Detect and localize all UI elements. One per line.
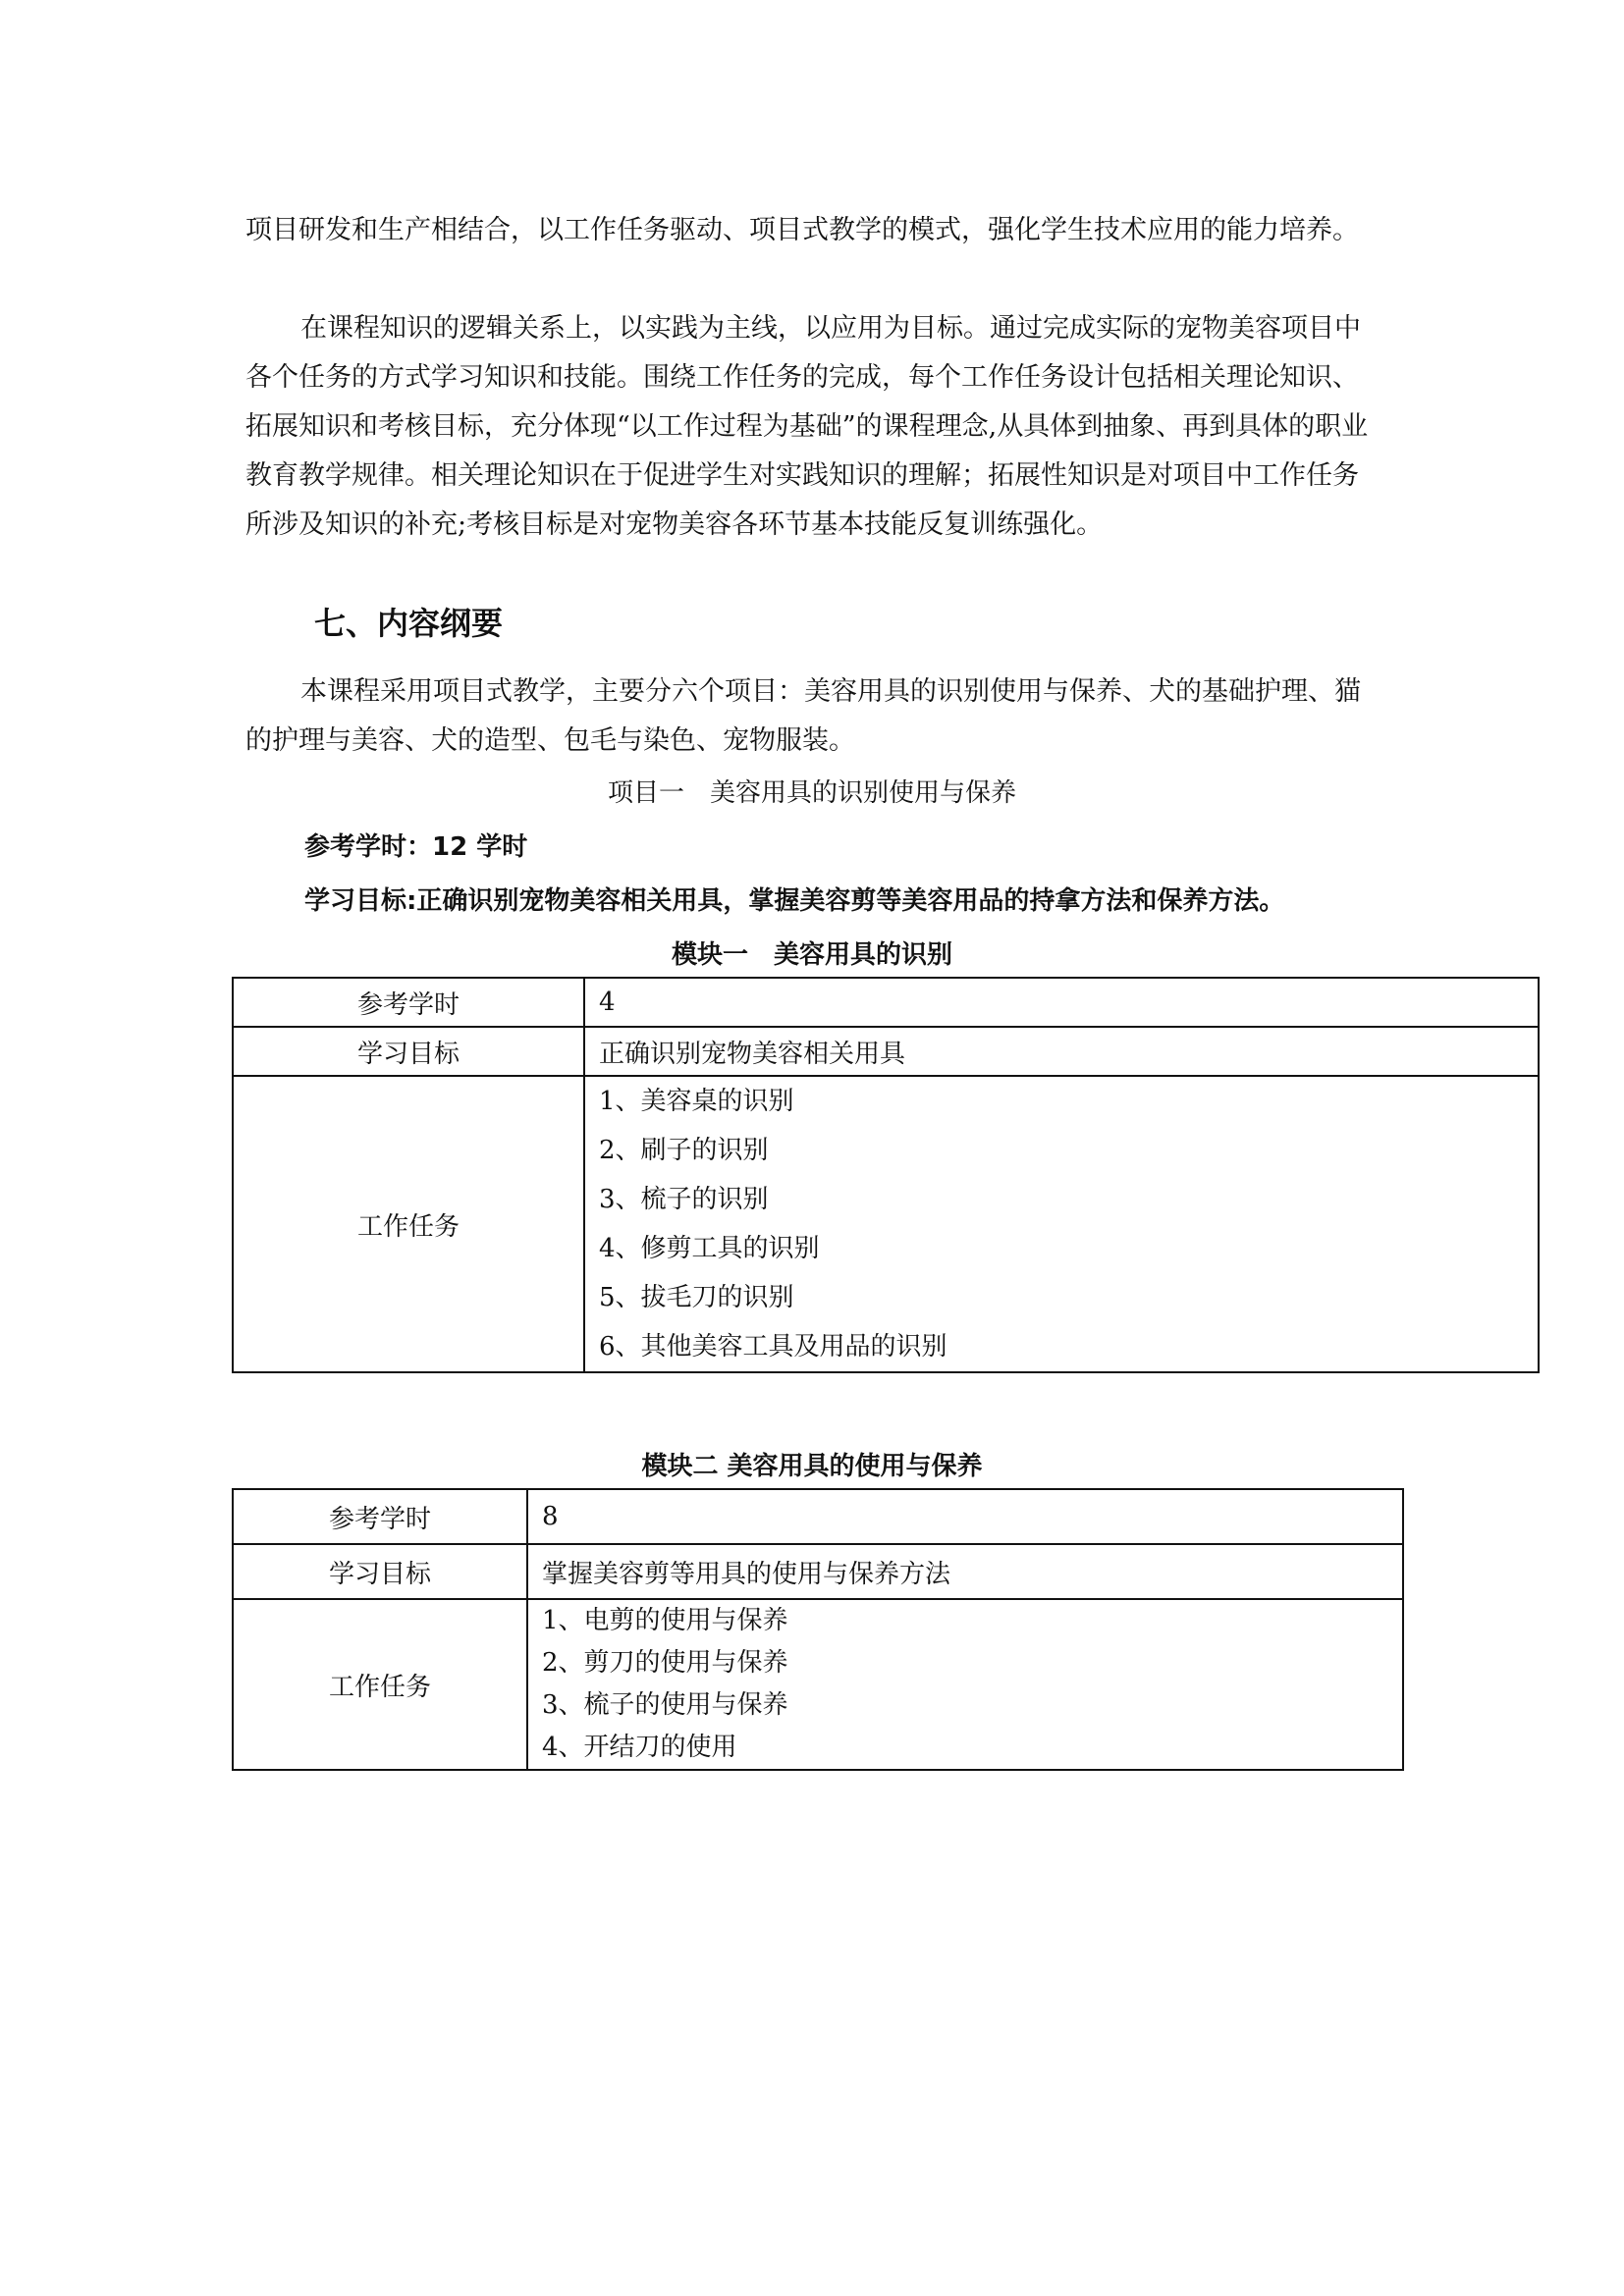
module1-tasks-cell: [584, 1076, 1539, 1372]
table-row: [233, 1599, 1403, 1770]
paragraph-intro-continuation: 项目研发和生产相结合，以工作任务驱动、项目式教学的模式，强化学生技术应用的能力培养。: [245, 215, 1359, 245]
module2-tasks-cell: [527, 1599, 1403, 1770]
list-item: 1、电剪的使用与保养: [542, 1606, 788, 1635]
module2-goal-value: 掌握美容剪等用具的使用与保养方法: [527, 1544, 1403, 1599]
table-row: [233, 978, 1539, 1027]
module1-task-list: [599, 1077, 1524, 1371]
paragraph-logic: 在课程知识的逻辑关系上，以实践为主线，以应用为目标。通过完成实际的宠物美容项目中各个任务的方式学习知识和技能。围绕工作任务的完成，每个工作任务设计包括相关理论知识、拓展知识和考核目标，充分体现“以工作过程为基础”的课程理念,从具体到抽象、再到具体的职业教育教学规律。相关理论知识在于促进学生对实践知识的理解；拓展性知识是对项目中工作任务所涉及知识的补充;考核目标是对宠物美容各环节基本技能反复训练强化。: [245, 313, 1369, 540]
section-heading: 七、内容纲要: [314, 605, 504, 642]
list-item: 4、修剪工具的识别: [599, 1234, 820, 1263]
list-item: 2、刷子的识别: [599, 1136, 769, 1165]
module2-hours-label: 参考学时: [233, 1489, 527, 1544]
module2-title: 模块二 美容用具的使用与保养: [641, 1452, 983, 1481]
list-item: 1、美容桌的识别: [599, 1087, 794, 1116]
module2-hours-value: 8: [527, 1489, 1403, 1544]
project1-hours: 参考学时：12 学时: [304, 832, 528, 862]
project1-goal: 学习目标:正确识别宠物美容相关用具，掌握美容剪等美容用品的持拿方法和保养方法。: [304, 886, 1285, 916]
list-item: 4、开结刀的使用: [542, 1733, 737, 1762]
module2-table: [232, 1488, 1404, 1771]
module2-goal-label: 学习目标: [233, 1544, 527, 1599]
table-row: [233, 1544, 1403, 1599]
list-item: 3、梳子的识别: [599, 1185, 769, 1214]
list-item: 3、梳子的使用与保养: [542, 1690, 788, 1720]
module2-task-list: [542, 1600, 1388, 1769]
table-row: [233, 1076, 1539, 1372]
table-row: [233, 1027, 1539, 1076]
table-row: [233, 1489, 1403, 1544]
list-item: 6、其他美容工具及用品的识别: [599, 1332, 947, 1362]
list-item: 5、拔毛刀的识别: [599, 1283, 794, 1312]
module1-table: [232, 977, 1540, 1373]
module1-goal-label: 学习目标: [233, 1027, 584, 1076]
paragraph-projects-overview: 本课程采用项目式教学，主要分六个项目：美容用具的识别使用与保养、犬的基础护理、猫的护理与美容、犬的造型、包毛与染色、宠物服装。: [245, 676, 1361, 756]
module1-tasks-label: 工作任务: [233, 1076, 584, 1372]
module1-hours-value: 4: [584, 978, 1539, 1027]
module1-title: 模块一 美容用具的识别: [671, 940, 952, 970]
module2-tasks-label: 工作任务: [233, 1599, 527, 1770]
module1-goal-value: 正确识别宠物美容相关用具: [584, 1027, 1539, 1076]
module1-hours-label: 参考学时: [233, 978, 584, 1027]
list-item: 2、剪刀的使用与保养: [542, 1648, 788, 1678]
project1-title: 项目一 美容用具的识别使用与保养: [607, 778, 1016, 808]
